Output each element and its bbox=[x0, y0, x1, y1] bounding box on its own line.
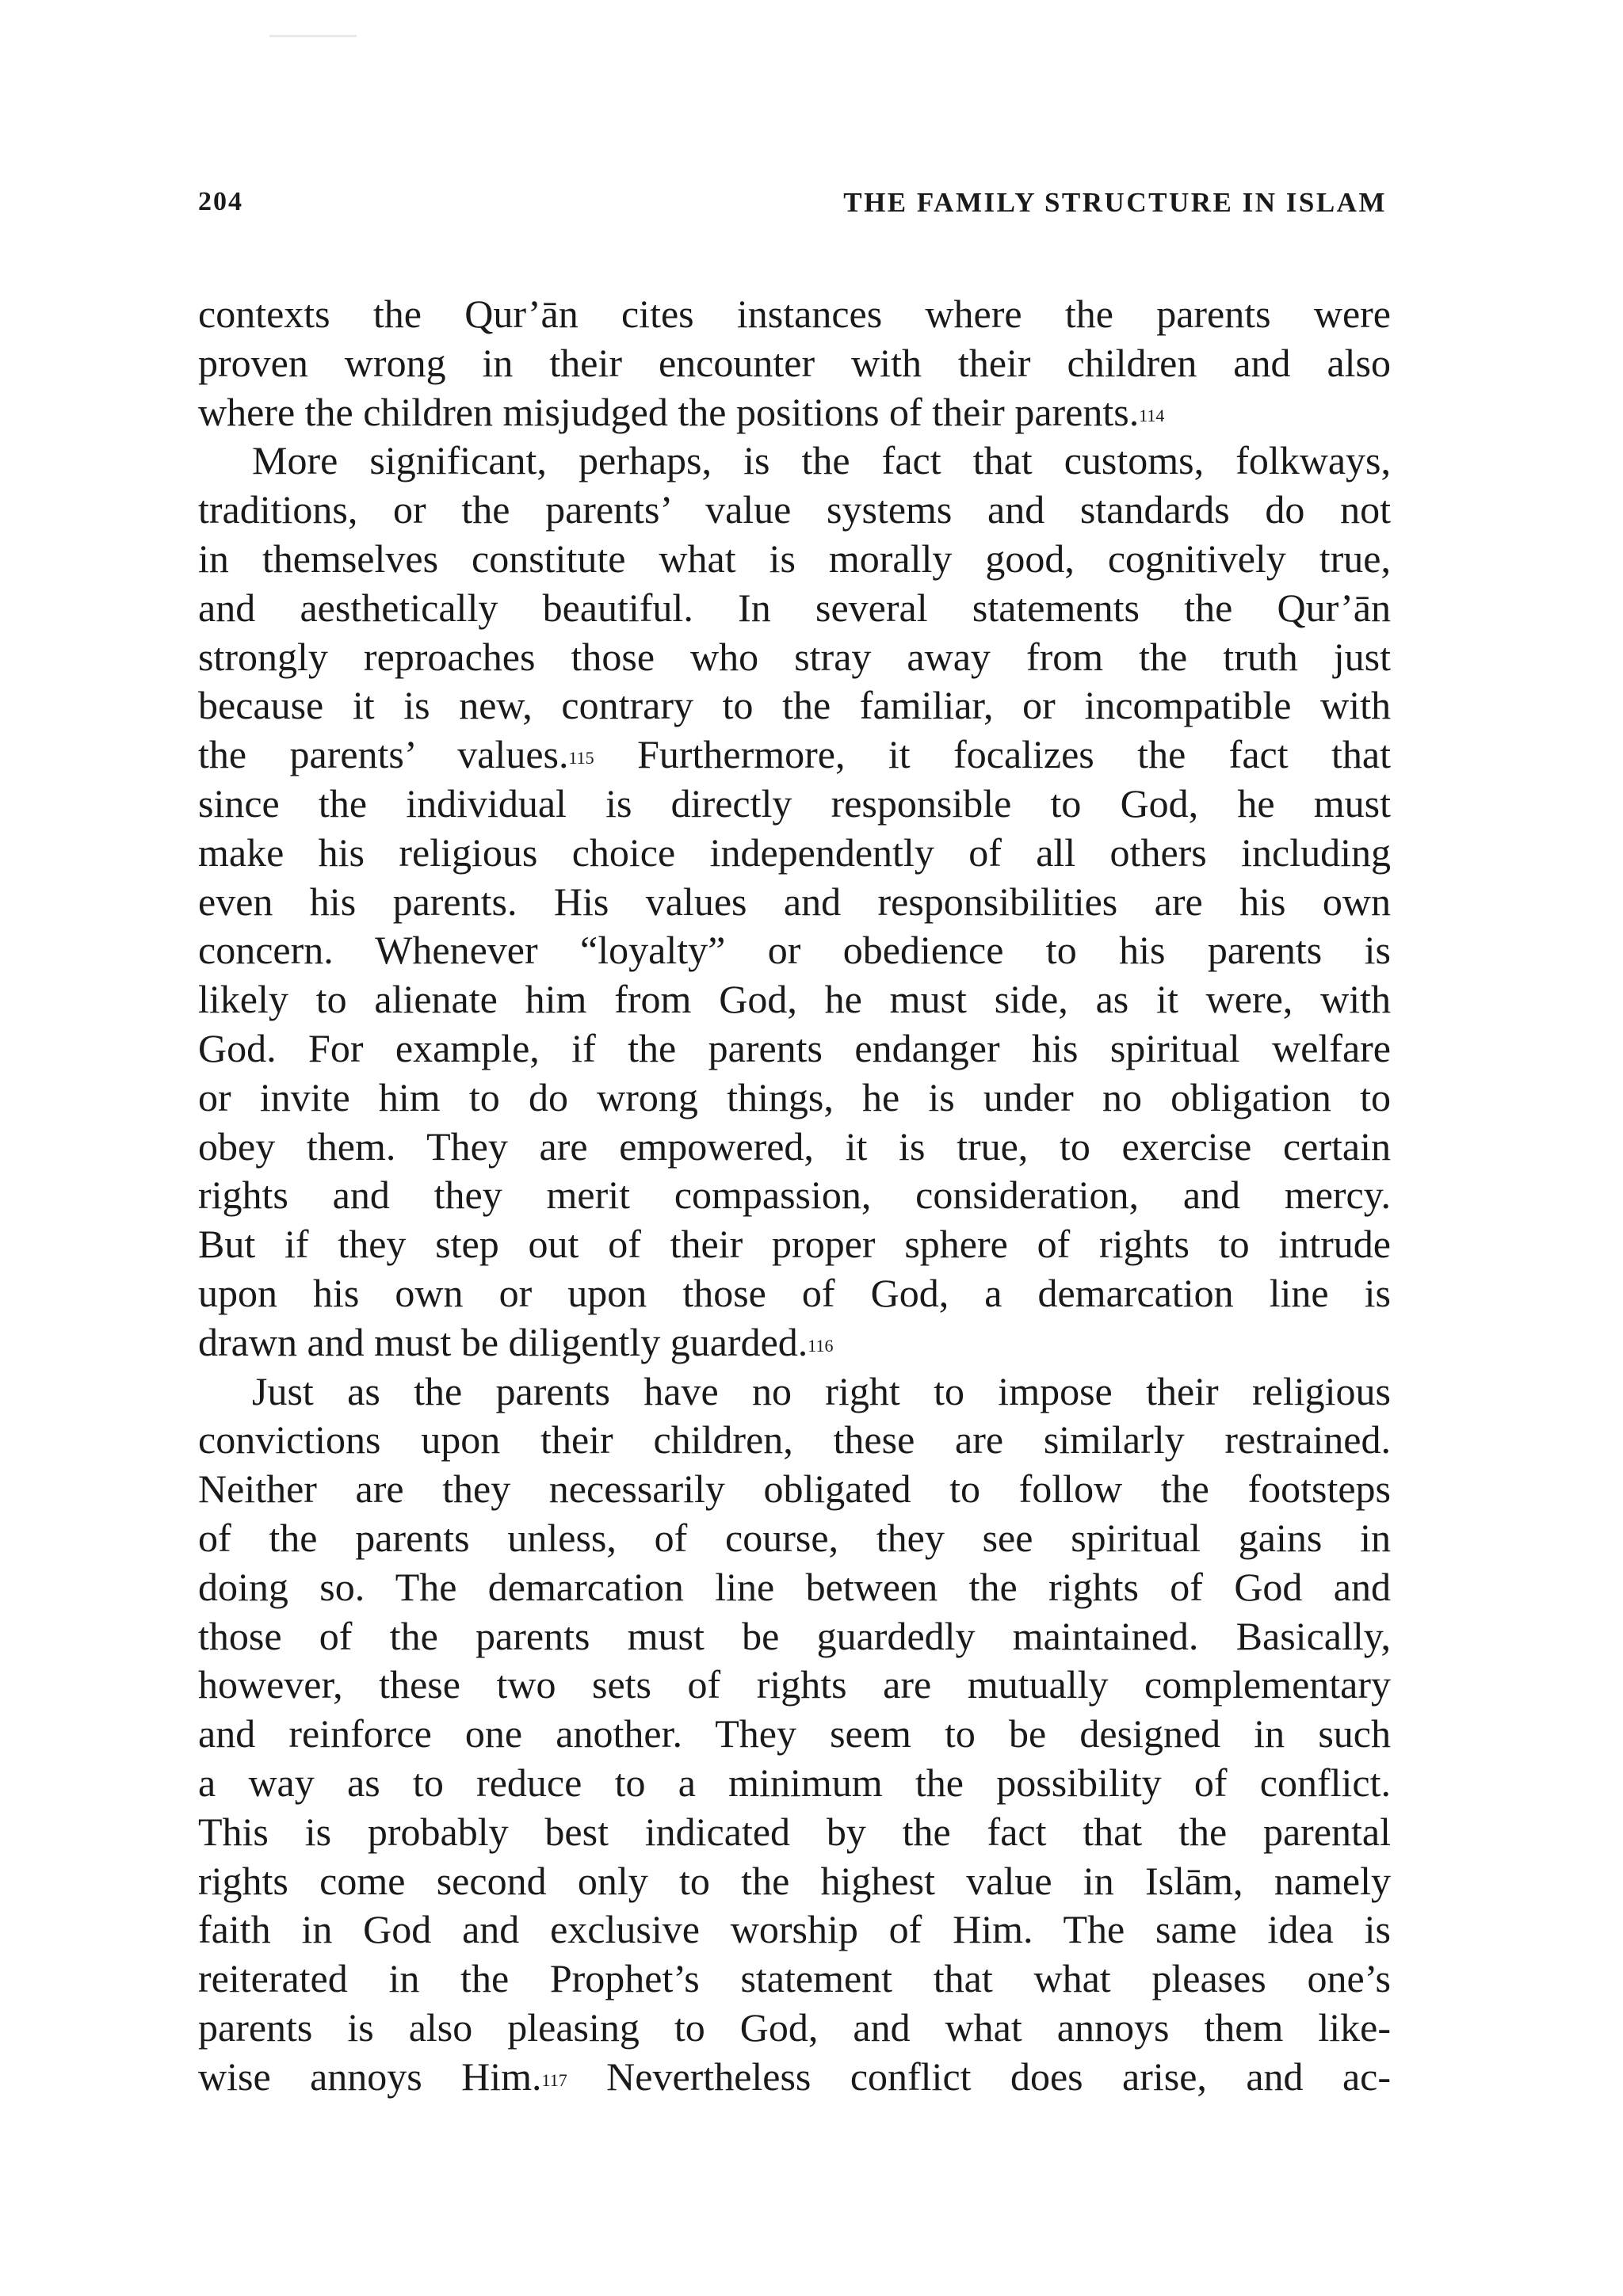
text-line: because it is new, contrary to the familiar, or incompatible with bbox=[198, 683, 1391, 728]
text-line: faith in God and exclusive worship of Him. The same idea is bbox=[198, 1907, 1391, 1952]
text-line: reiterated in the Prophet’s statement that what pleases one’s bbox=[198, 1956, 1391, 2001]
text-line: a way as to reduce to a minimum the possibility of conflict. bbox=[198, 1760, 1391, 1805]
text-line: since the individual is directly responsible to God, he must bbox=[198, 780, 1391, 826]
text-line: contexts the Qur’ān cites instances where the parents were bbox=[198, 292, 1391, 336]
text-line: where the children misjudged the positions of their parents.$^{114}$ bbox=[198, 389, 1165, 434]
footnote-marker: 117 bbox=[541, 2069, 567, 2090]
text-line: rights come second only to the highest value in Islām, namely bbox=[198, 1858, 1391, 1903]
text-line: wise annoys Him.$^{117}$ Nevertheless conflict does arise, and ac- bbox=[198, 2054, 1391, 2099]
text-line: even his parents. His values and responsibilities are his own bbox=[198, 879, 1391, 924]
text-line: traditions, or the parents’ value systems and standards do not bbox=[198, 487, 1391, 532]
body-text bbox=[198, 290, 1391, 2101]
text-line: obey them. They are empowered, it is true, to exercise certain bbox=[198, 1123, 1391, 1169]
text-line: make his religious choice independently of all others including bbox=[198, 830, 1391, 875]
running-head-title: THE FAMILY STRUCTURE IN ISLAM bbox=[843, 187, 1387, 218]
running-head bbox=[198, 187, 1387, 235]
scan-smudge bbox=[269, 35, 357, 37]
footnote-marker: 114 bbox=[1139, 405, 1165, 425]
text-line: drawn and must be diligently guarded.$^{116}$ bbox=[198, 1319, 834, 1364]
text-line: in themselves constitute what is morally good, cognitively true, bbox=[198, 536, 1391, 581]
page-number: 204 bbox=[198, 187, 243, 216]
text-line: or invite him to do wrong things, he is under no obligation to bbox=[198, 1074, 1391, 1119]
text-line: rights and they merit compassion, consideration, and mercy. bbox=[198, 1173, 1391, 1218]
footnote-marker: 115 bbox=[568, 748, 594, 769]
text-line: likely to alienate him from God, he must side, as it were, with bbox=[198, 977, 1391, 1022]
text-line: convictions upon their children, these are similarly restrained. bbox=[198, 1417, 1391, 1463]
text-line: parents is also pleasing to God, and what annoys them like- bbox=[198, 2004, 1391, 2050]
text-line: and aesthetically beautiful. In several statements the Qur’ān bbox=[198, 585, 1391, 630]
footnote-marker: 116 bbox=[808, 1335, 834, 1356]
text-line: doing so. The demarcation line between the rights of God and bbox=[198, 1564, 1391, 1609]
text-line: those of the parents must be guardedly maintained. Basically, bbox=[198, 1613, 1391, 1658]
text-line: concern. Whenever “loyalty” or obedience to his parents is bbox=[198, 928, 1391, 973]
text-line: This is probably best indicated by the fact that the parental bbox=[198, 1809, 1391, 1854]
text-line: of the parents unless, of course, they see spiritual gains in bbox=[198, 1515, 1391, 1560]
text-line: More significant, perhaps, is the fact that customs, folkways, bbox=[252, 438, 1391, 483]
text-line: and reinforce one another. They seem to be designed in such bbox=[198, 1711, 1391, 1756]
text-line: upon his own or upon those of God, a demarcation line is bbox=[198, 1270, 1391, 1315]
text-line: Just as the parents have no right to impose their religious bbox=[252, 1368, 1391, 1413]
text-line: Neither are they necessarily obligated to follow the footsteps bbox=[198, 1466, 1391, 1512]
text-line: however, these two sets of rights are mutually complementary bbox=[198, 1662, 1391, 1707]
text-line: strongly reproaches those who stray away from the truth just bbox=[198, 634, 1391, 679]
text-line: the parents’ values.$^{115}$ Furthermore, it focalizes the fact that bbox=[198, 732, 1391, 777]
text-line: proven wrong in their encounter with their children and also bbox=[198, 340, 1391, 385]
text-line: But if they step out of their proper sphere of rights to intrude bbox=[198, 1222, 1391, 1267]
text-line: God. For example, if the parents endanger his spiritual welfare bbox=[198, 1025, 1391, 1070]
